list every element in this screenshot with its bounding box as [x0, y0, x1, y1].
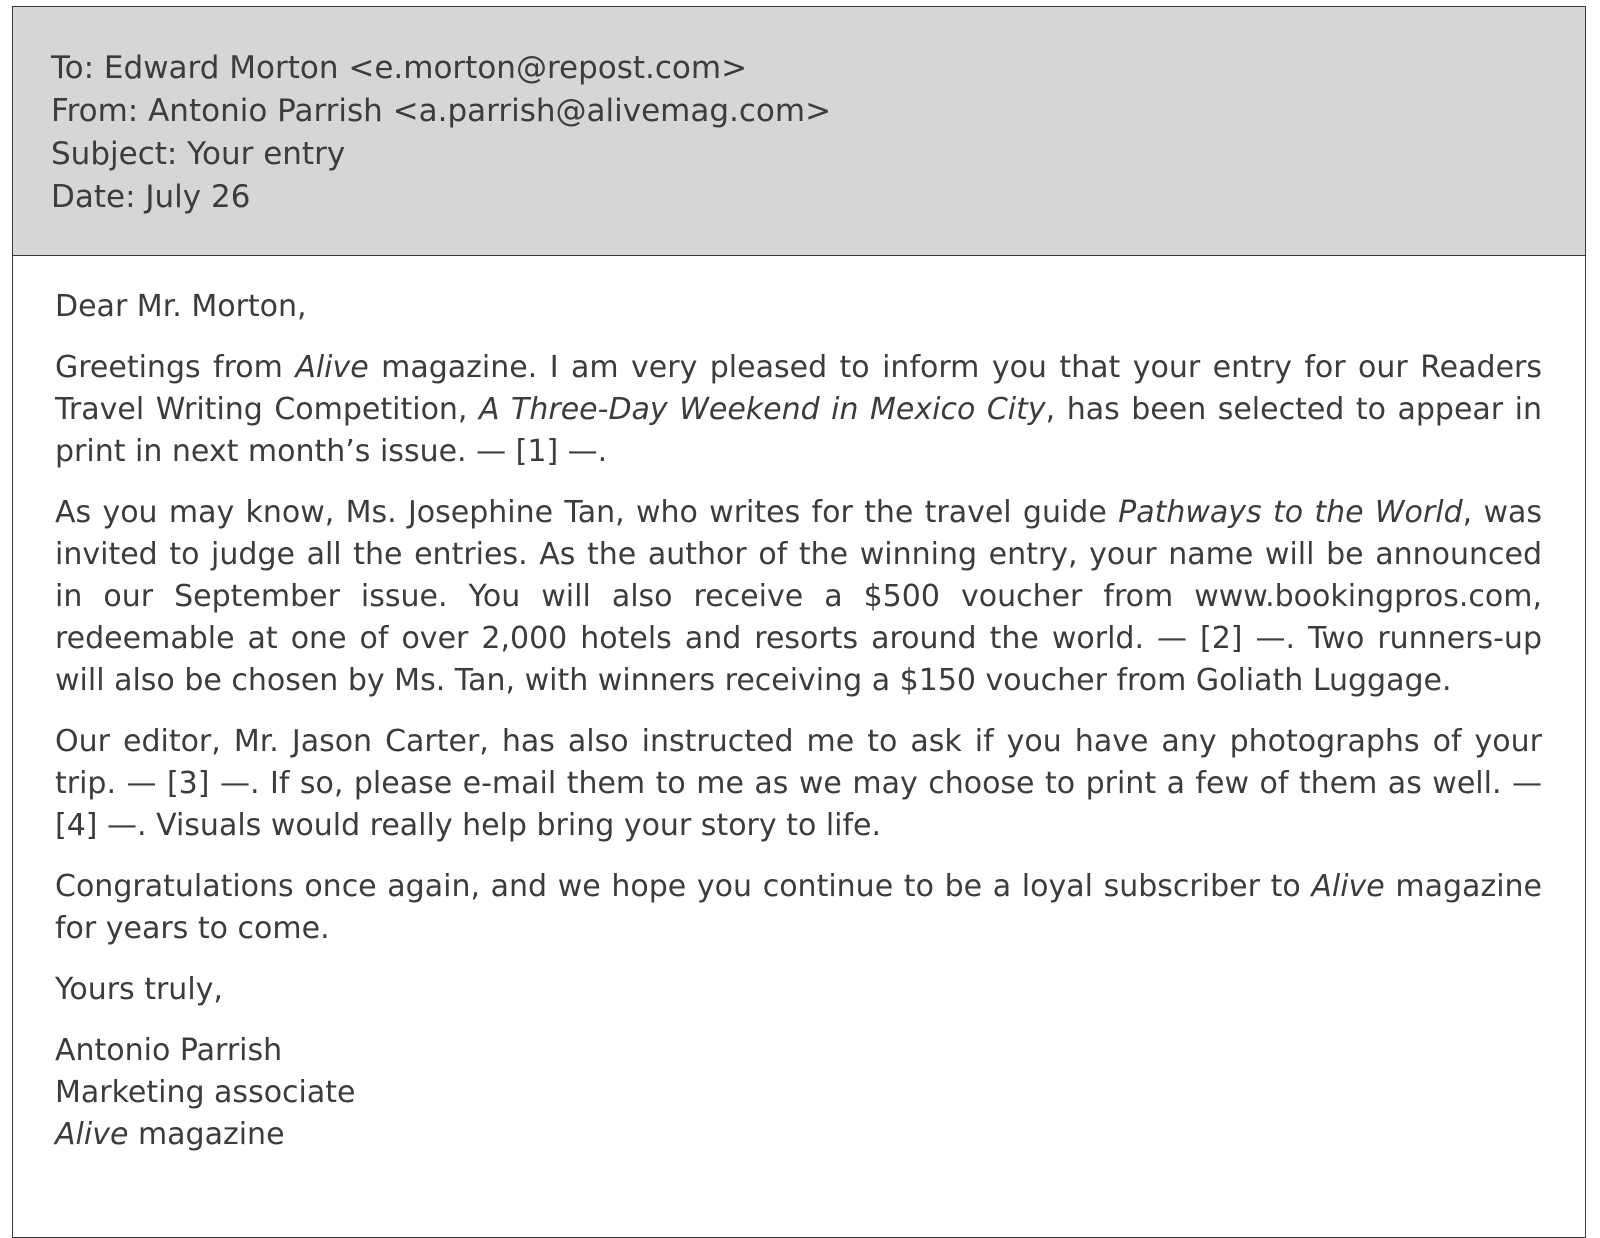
signature-org: Alive magazine [55, 1117, 285, 1152]
paragraph-2: As you may know, Ms. Josephine Tan, who writes for the travel guide Pathways to the World, was invited to judge all the entries. As the author of the winning entry, your name will be announced in our September issue. You will also receive a $500 voucher from www.bookingpros.com, redeemable at one of over 2,000 hotels and resorts around the world. — [2] —. Two runners-up will also be chosen by Ms. Tan, with winners receiving a $150 voucher from Goliath Luggage. [55, 495, 1543, 698]
signature-title: Marketing associate [55, 1075, 356, 1110]
email-to: To: Edward Morton <e.morton@repost.com> [51, 50, 748, 86]
email-subject: Subject: Your entry [51, 136, 346, 172]
signature-block [55, 1030, 1542, 1156]
signature-name: Antonio Parrish [55, 1033, 283, 1068]
email-header [13, 7, 1585, 256]
email-body [13, 256, 1585, 1156]
email-from: From: Antonio Parrish <a.parrish@alivemag.com> [51, 93, 832, 129]
paragraph-3: Our editor, Mr. Jason Carter, has also instructed me to ask if you have any photographs of your trip. — [3] —. If so, please e-mail them to me as we may choose to print a few of them as well. — [4] —. Visuals would really help bring your story to life. [55, 724, 1542, 843]
paragraph-4: Congratulations once again, and we hope you continue to be a loyal subscriber to Alive magazine for years to come. [55, 869, 1542, 946]
paragraph-1: Greetings from Alive magazine. I am very pleased to inform you that your entry for our Readers Travel Writing Competition, A Three-Day Weekend in Mexico City, has been selected to appear in print in next month’s issue. — [1] —. [55, 350, 1543, 469]
email-date: Date: July 26 [51, 179, 251, 215]
closing: Yours truly, [55, 972, 223, 1007]
email-frame [12, 6, 1586, 1238]
greeting: Dear Mr. Morton, [55, 289, 307, 324]
